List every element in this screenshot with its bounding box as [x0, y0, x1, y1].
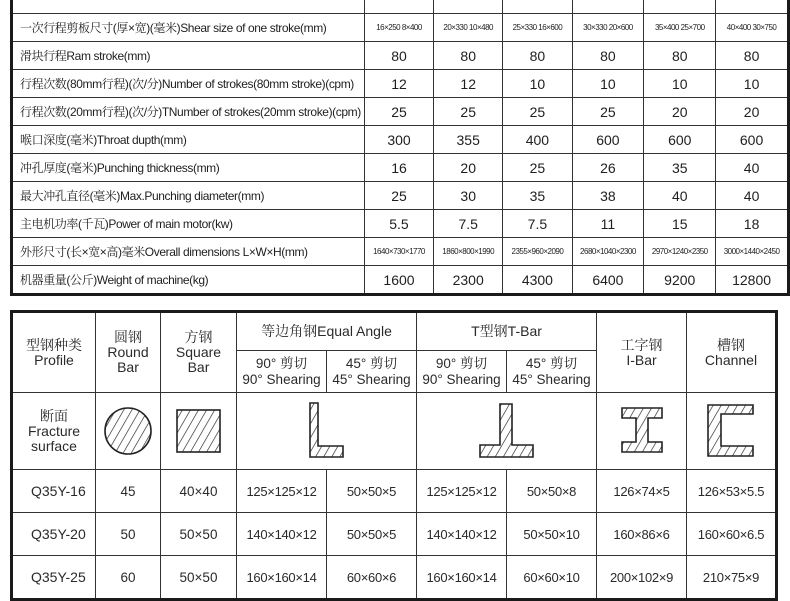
fracture-surface-label: 断面 Fracture surface — [12, 393, 96, 470]
spec-row-header-partial — [12, 0, 789, 14]
model-name: Q35Y-16 — [12, 470, 96, 513]
spec-label: 主电机功率(千瓦)Power of main motor(kw) — [12, 210, 365, 238]
spec-value: 30 — [434, 182, 503, 210]
spec-value: 600 — [572, 126, 644, 154]
header-square-bar: 方钢 Square Bar — [161, 312, 237, 393]
spec-value — [716, 0, 789, 14]
round-bar-section-icon — [102, 405, 154, 457]
spec-value: 2680×1040×2300 — [572, 238, 644, 266]
spec-value — [644, 0, 716, 14]
spec-value: 10 — [503, 70, 572, 98]
spec-value: 12800 — [716, 266, 789, 295]
spec-row-punching-thickness — [12, 154, 789, 182]
spec-value: 16×250 8×400 — [364, 14, 433, 42]
spec-value: 26 — [572, 154, 644, 182]
angle-section-icon — [307, 401, 347, 461]
channel-value: 160×60×6.5 — [687, 513, 777, 556]
spec-value: 6400 — [572, 266, 644, 295]
spec-value — [364, 0, 433, 14]
header-profile: 型钢种类 Profile — [12, 312, 96, 393]
spec-value: 300 — [364, 126, 433, 154]
spec-label: 一次行程剪板尺寸(厚×宽)(毫米)Shear size of one stroke(mm) — [12, 14, 365, 42]
spec-value: 80 — [716, 42, 789, 70]
spec-label — [12, 0, 365, 14]
square-bar-value: 50×50 — [161, 556, 237, 600]
tbar-90-value: 125×125×12 — [417, 470, 507, 513]
round-bar-value: 60 — [96, 556, 161, 600]
header-i-bar: 工字钢 I-Bar — [597, 312, 687, 393]
spec-value: 3000×1440×2450 — [716, 238, 789, 266]
spec-value: 5.5 — [364, 210, 433, 238]
spec-value: 2970×1240×2350 — [644, 238, 716, 266]
spec-value: 40×400 30×750 — [716, 14, 789, 42]
spec-value: 30×330 20×600 — [572, 14, 644, 42]
spec-row-shear-size — [12, 14, 789, 42]
spec-value: 25 — [364, 98, 433, 126]
spec-value: 4300 — [503, 266, 572, 295]
spec-value: 80 — [572, 42, 644, 70]
angle-90-value: 160×160×14 — [237, 556, 327, 600]
spec-value: 2300 — [434, 266, 503, 295]
spec-value: 40 — [716, 154, 789, 182]
spec-value: 1600 — [364, 266, 433, 295]
spec-value: 20 — [644, 98, 716, 126]
spec-value: 80 — [503, 42, 572, 70]
spec-value: 18 — [716, 210, 789, 238]
spec-value: 600 — [716, 126, 789, 154]
spec-value: 12 — [434, 70, 503, 98]
tbar-90-value: 160×160×14 — [417, 556, 507, 600]
spec-row-ram-stroke — [12, 42, 789, 70]
spec-value: 35 — [644, 154, 716, 182]
spec-value: 9200 — [644, 266, 716, 295]
i-bar-section-cell — [597, 393, 687, 470]
channel-value: 210×75×9 — [687, 556, 777, 600]
header-angle-45-shearing: 45° 剪切 45° Shearing — [327, 351, 417, 393]
spec-value — [434, 0, 503, 14]
round-bar-value: 50 — [96, 513, 161, 556]
spec-row-machine-weight — [12, 266, 789, 295]
spec-label: 机器重量(公斤)Weight of machine(kg) — [12, 266, 365, 295]
square-bar-value: 50×50 — [161, 513, 237, 556]
angle-section-cell — [237, 393, 417, 470]
t-bar-section-icon — [478, 402, 536, 460]
angle-45-value: 60×60×6 — [327, 556, 417, 600]
spec-value: 10 — [716, 70, 789, 98]
spec-value: 35×400 25×700 — [644, 14, 716, 42]
spec-value: 38 — [572, 182, 644, 210]
spec-value: 10 — [644, 70, 716, 98]
spec-value: 25 — [364, 182, 433, 210]
t-bar-section-cell — [417, 393, 597, 470]
header-equal-angle: 等边角钢Equal Angle — [237, 312, 417, 351]
spec-value: 80 — [434, 42, 503, 70]
spec-label: 最大冲孔直径(毫米)Max.Punching diameter(mm) — [12, 182, 365, 210]
spec-value: 355 — [434, 126, 503, 154]
model-name: Q35Y-25 — [12, 556, 96, 600]
spec-value: 80 — [644, 42, 716, 70]
header-tbar-45-shearing: 45° 剪切 45° Shearing — [507, 351, 597, 393]
spec-value: 10 — [572, 70, 644, 98]
channel-section-icon — [706, 403, 756, 459]
channel-section-cell — [687, 393, 777, 470]
spec-value: 400 — [503, 126, 572, 154]
header-round-bar: 圆钢 Round Bar — [96, 312, 161, 393]
header-tbar-90-shearing: 90° 剪切 90° Shearing — [417, 351, 507, 393]
i-bar-value: 160×86×6 — [597, 513, 687, 556]
spec-value: 20 — [716, 98, 789, 126]
header-channel: 槽钢 Channel — [687, 312, 777, 393]
angle-45-value: 50×50×5 — [327, 470, 417, 513]
tbar-45-value: 60×60×10 — [507, 556, 597, 600]
square-bar-section-cell — [161, 393, 237, 470]
square-bar-value: 40×40 — [161, 470, 237, 513]
spec-value: 25 — [434, 98, 503, 126]
spec-row-overall-dimensions — [12, 238, 789, 266]
profile-header-row — [12, 312, 777, 351]
angle-45-value: 50×50×5 — [327, 513, 417, 556]
spec-row-motor-power — [12, 210, 789, 238]
spec-value: 1860×800×1990 — [434, 238, 503, 266]
spec-value: 600 — [644, 126, 716, 154]
spec-value: 20×330 10×480 — [434, 14, 503, 42]
tbar-45-value: 50×50×8 — [507, 470, 597, 513]
spec-row-strokes-20 — [12, 98, 789, 126]
spec-label: 冲孔厚度(毫米)Punching thickness(mm) — [12, 154, 365, 182]
spec-value: 25 — [503, 154, 572, 182]
spec-row-throat-depth — [12, 126, 789, 154]
round-bar-section-cell — [96, 393, 161, 470]
spec-value: 12 — [364, 70, 433, 98]
spec-value: 80 — [364, 42, 433, 70]
machine-spec-table — [10, 0, 790, 296]
square-bar-section-icon — [175, 408, 223, 454]
spec-value: 2355×960×2090 — [503, 238, 572, 266]
spec-value: 7.5 — [434, 210, 503, 238]
spec-label: 外形尺寸(长×宽×高)毫米Overall dimensions L×W×H(mm) — [12, 238, 365, 266]
fracture-surface-row — [12, 393, 777, 470]
spec-value — [503, 0, 572, 14]
spec-value — [572, 0, 644, 14]
spec-row-punching-diameter — [12, 182, 789, 210]
spec-value: 1640×730×1770 — [364, 238, 433, 266]
table-row — [12, 513, 777, 556]
model-name: Q35Y-20 — [12, 513, 96, 556]
spec-label: 行程次数(20mm行程)(次/分)TNumber of strokes(20mm stroke)(cpm) — [12, 98, 365, 126]
spec-value: 16 — [364, 154, 433, 182]
spec-value: 15 — [644, 210, 716, 238]
spec-value: 11 — [572, 210, 644, 238]
header-angle-90-shearing: 90° 剪切 90° Shearing — [237, 351, 327, 393]
spec-value: 20 — [434, 154, 503, 182]
spec-value: 25×330 16×600 — [503, 14, 572, 42]
angle-90-value: 140×140×12 — [237, 513, 327, 556]
spec-value: 40 — [716, 182, 789, 210]
spec-value: 7.5 — [503, 210, 572, 238]
profile-capacity-table — [10, 310, 778, 601]
i-bar-section-icon — [620, 406, 664, 456]
i-bar-value: 200×102×9 — [597, 556, 687, 600]
angle-90-value: 125×125×12 — [237, 470, 327, 513]
spec-value: 35 — [503, 182, 572, 210]
tbar-45-value: 50×50×10 — [507, 513, 597, 556]
i-bar-value: 126×74×5 — [597, 470, 687, 513]
spec-label: 滑块行程Ram stroke(mm) — [12, 42, 365, 70]
spec-value: 25 — [503, 98, 572, 126]
spec-label: 喉口深度(毫米)Throat dupth(mm) — [12, 126, 365, 154]
spec-row-strokes-80 — [12, 70, 789, 98]
header-t-bar: T型钢T-Bar — [417, 312, 597, 351]
round-bar-value: 45 — [96, 470, 161, 513]
spec-value: 40 — [644, 182, 716, 210]
channel-value: 126×53×5.5 — [687, 470, 777, 513]
tbar-90-value: 140×140×12 — [417, 513, 507, 556]
spec-value: 25 — [572, 98, 644, 126]
table-row — [12, 470, 777, 513]
table-row — [12, 556, 777, 600]
spec-label: 行程次数(80mm行程)(次/分)Number of strokes(80mm stroke)(cpm) — [12, 70, 365, 98]
